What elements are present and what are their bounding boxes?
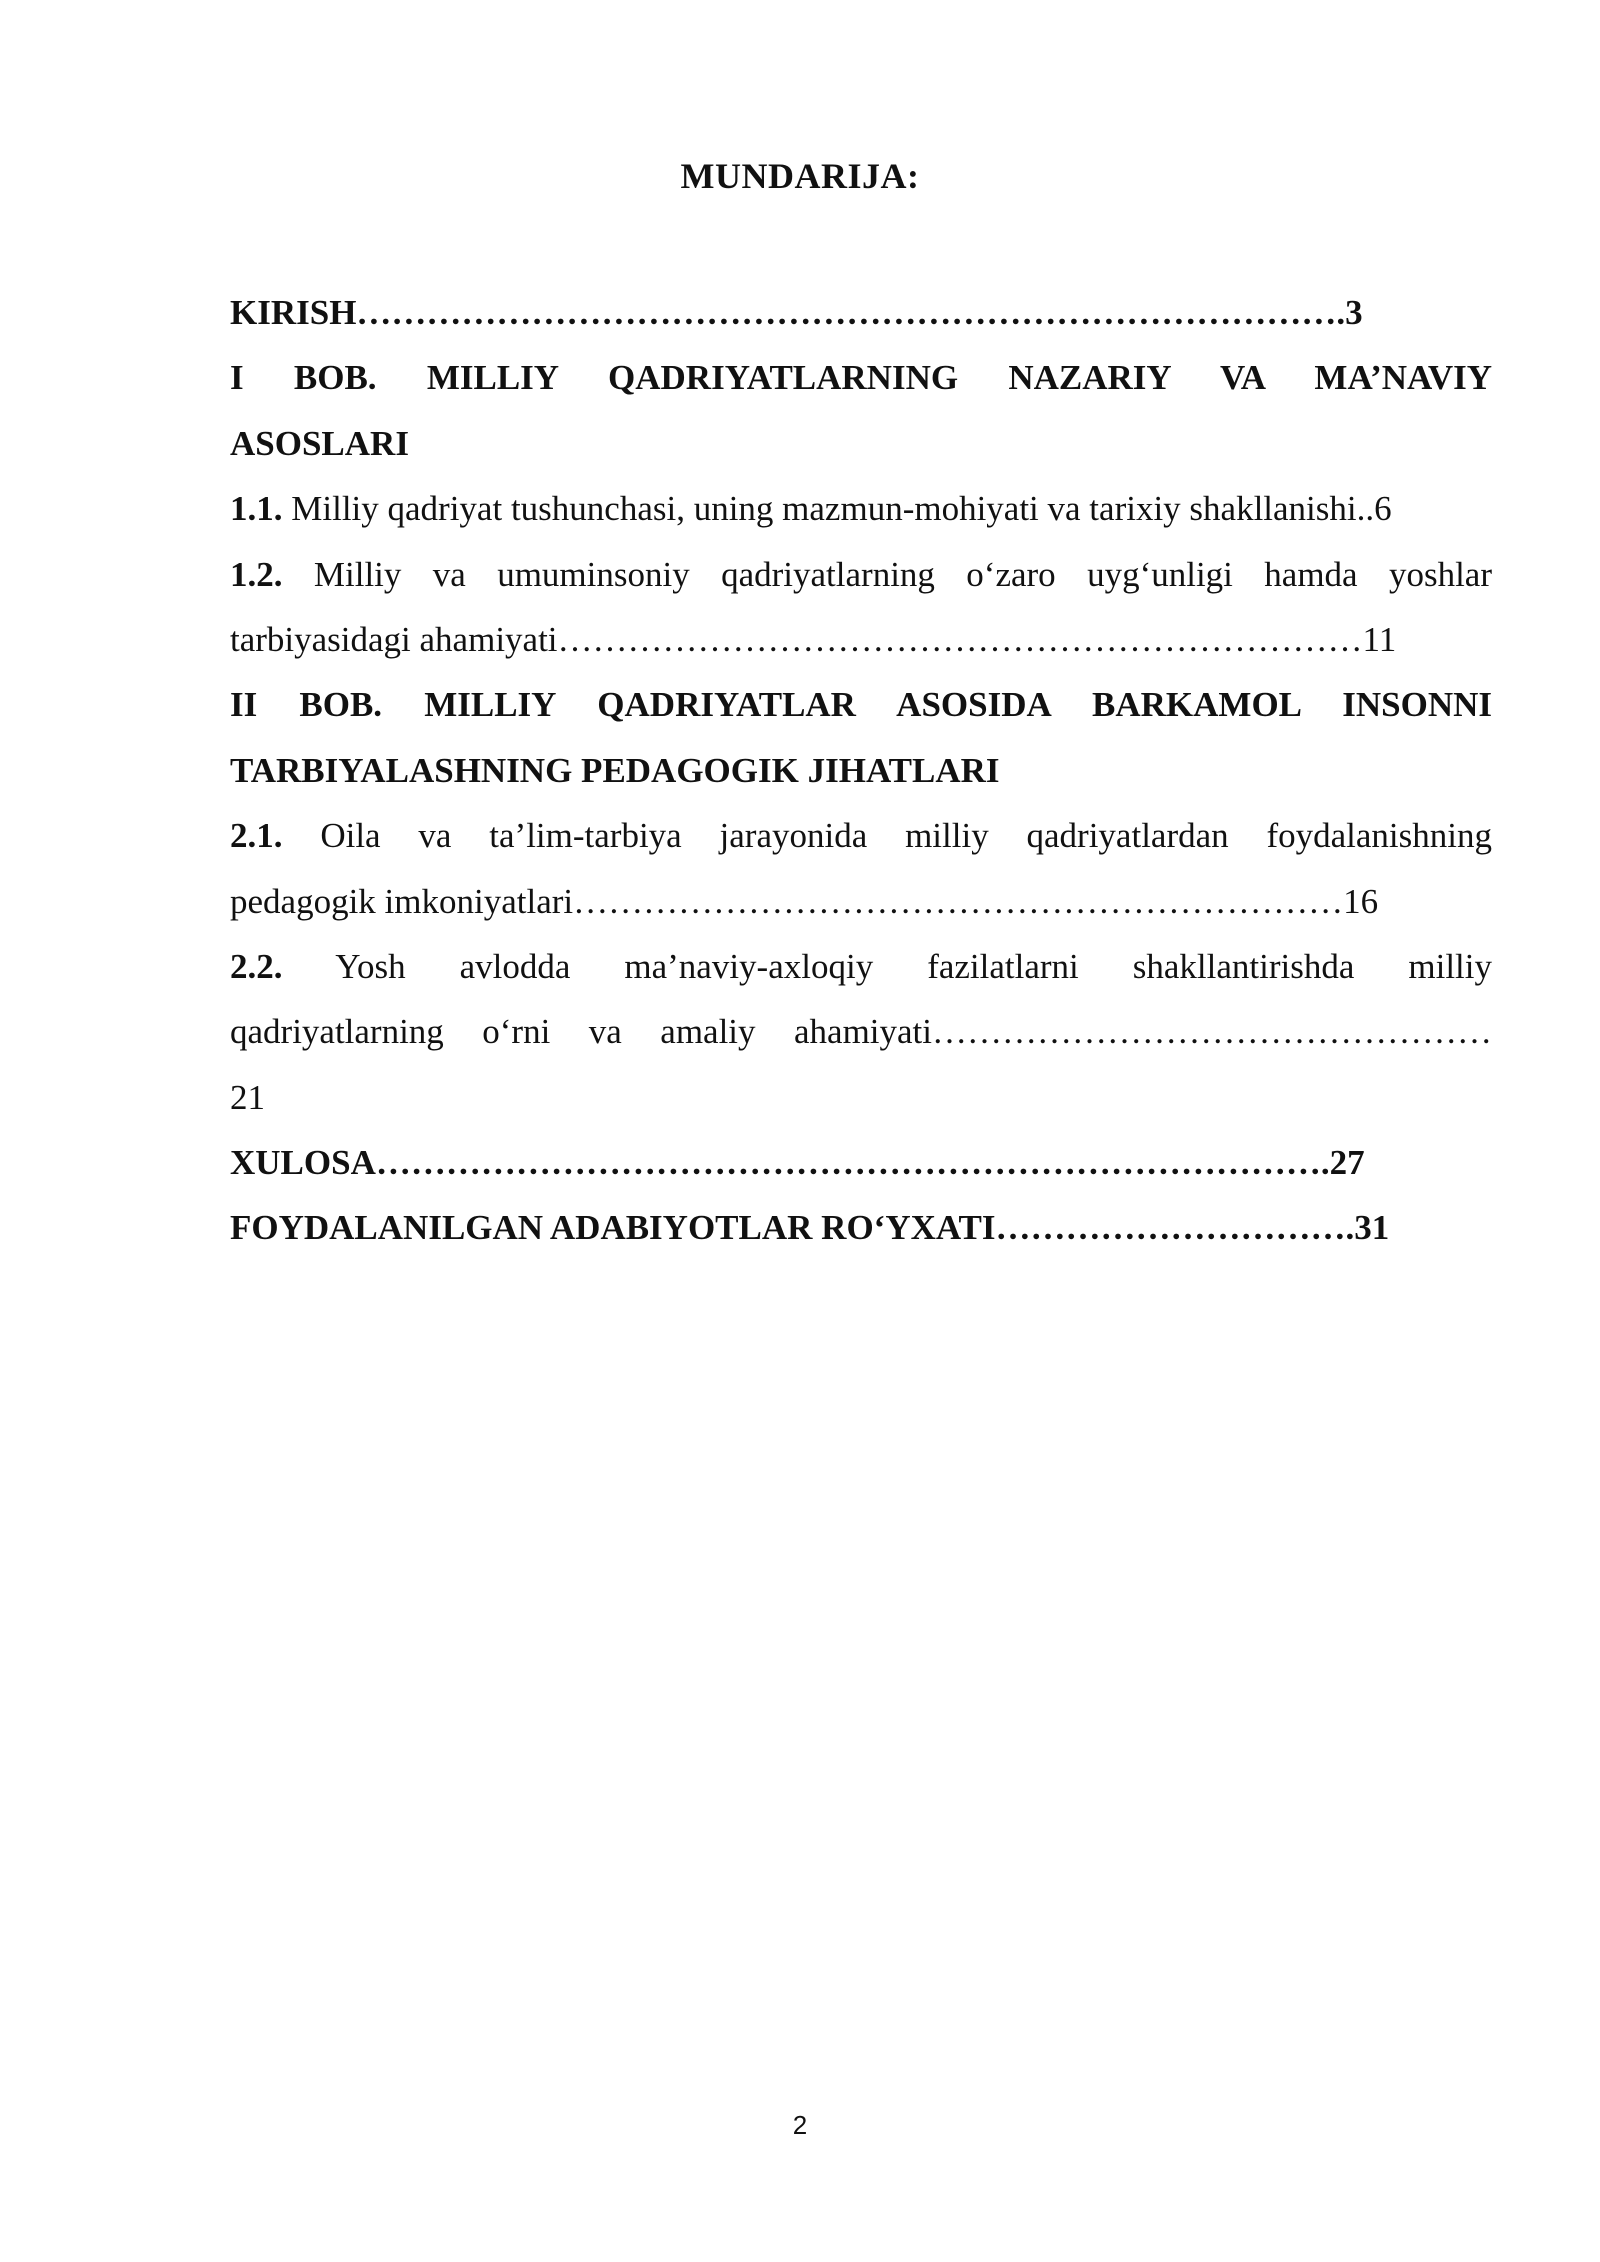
toc-section-1-2 (230, 542, 1492, 607)
toc-section-2-1-cont: pedagogik imkoniyatlari…………………………………………………………16 (230, 881, 1379, 921)
toc-entry-adabiyotlar: FOYDALANILGAN ADABIYOTLAR RO‘YXATI………………………….31 (230, 1208, 1390, 1248)
toc-chapter-1-title: I BOB. MILLIY QADRIYATLARNING NAZARIY VA MA’NAVIY (230, 358, 1492, 398)
toc-section-1-2-cont: tarbiyasidagi ahamiyati……………………………………………………………11 (230, 619, 1397, 659)
toc-section-2-1 (230, 803, 1492, 868)
section-number: 1.1. (230, 489, 283, 529)
toc-section-2-2-cont: qadriyatlarning o‘rni va amaliy ahamiyati………………………………………… (230, 1012, 1492, 1052)
section-text: Oila va ta’lim-tarbiya jarayonida milliy qadriyatlardan foydalanishning (282, 816, 1492, 856)
page-number: 2 (792, 2110, 808, 2140)
toc-chapter-1-title-cont: ASOSLARI (230, 423, 409, 463)
toc-section-2-2-page: 21 (230, 1077, 265, 1117)
section-text: Milliy va umuminsoniy qadriyatlarning o‘zaro uyg‘unligi hamda yoshlar (282, 554, 1492, 594)
section-number: 1.2. (230, 554, 283, 594)
toc-chapter-2-title: II BOB. MILLIY QADRIYATLAR ASOSIDA BARKAMOL INSONNI (230, 685, 1492, 725)
toc-section-2-2 (230, 934, 1492, 999)
toc-section-1-1 (230, 476, 1492, 541)
section-number: 2.2. (230, 946, 283, 986)
toc-chapter-2-title-cont: TARBIYALASHNING PEDAGOGIK JIHATLARI (230, 750, 1000, 790)
toc-entry-kirish: KIRISH………………………………………………………………………….3 (230, 293, 1363, 332)
toc-entry-xulosa: XULOSA……………………………………………………………………….27 (230, 1143, 1365, 1183)
section-number: 2.1. (230, 816, 283, 856)
section-text: Milliy qadriyat tushunchasi, uning mazmun-mohiyati va tarixiy shakllanishi..6 (282, 489, 1392, 529)
section-text: Yosh avlodda ma’naviy-axloqiy fazilatlarni shakllantirishda milliy (282, 946, 1492, 986)
table-of-contents (230, 280, 1492, 1261)
page-title: MUNDARIJA: (680, 156, 920, 196)
